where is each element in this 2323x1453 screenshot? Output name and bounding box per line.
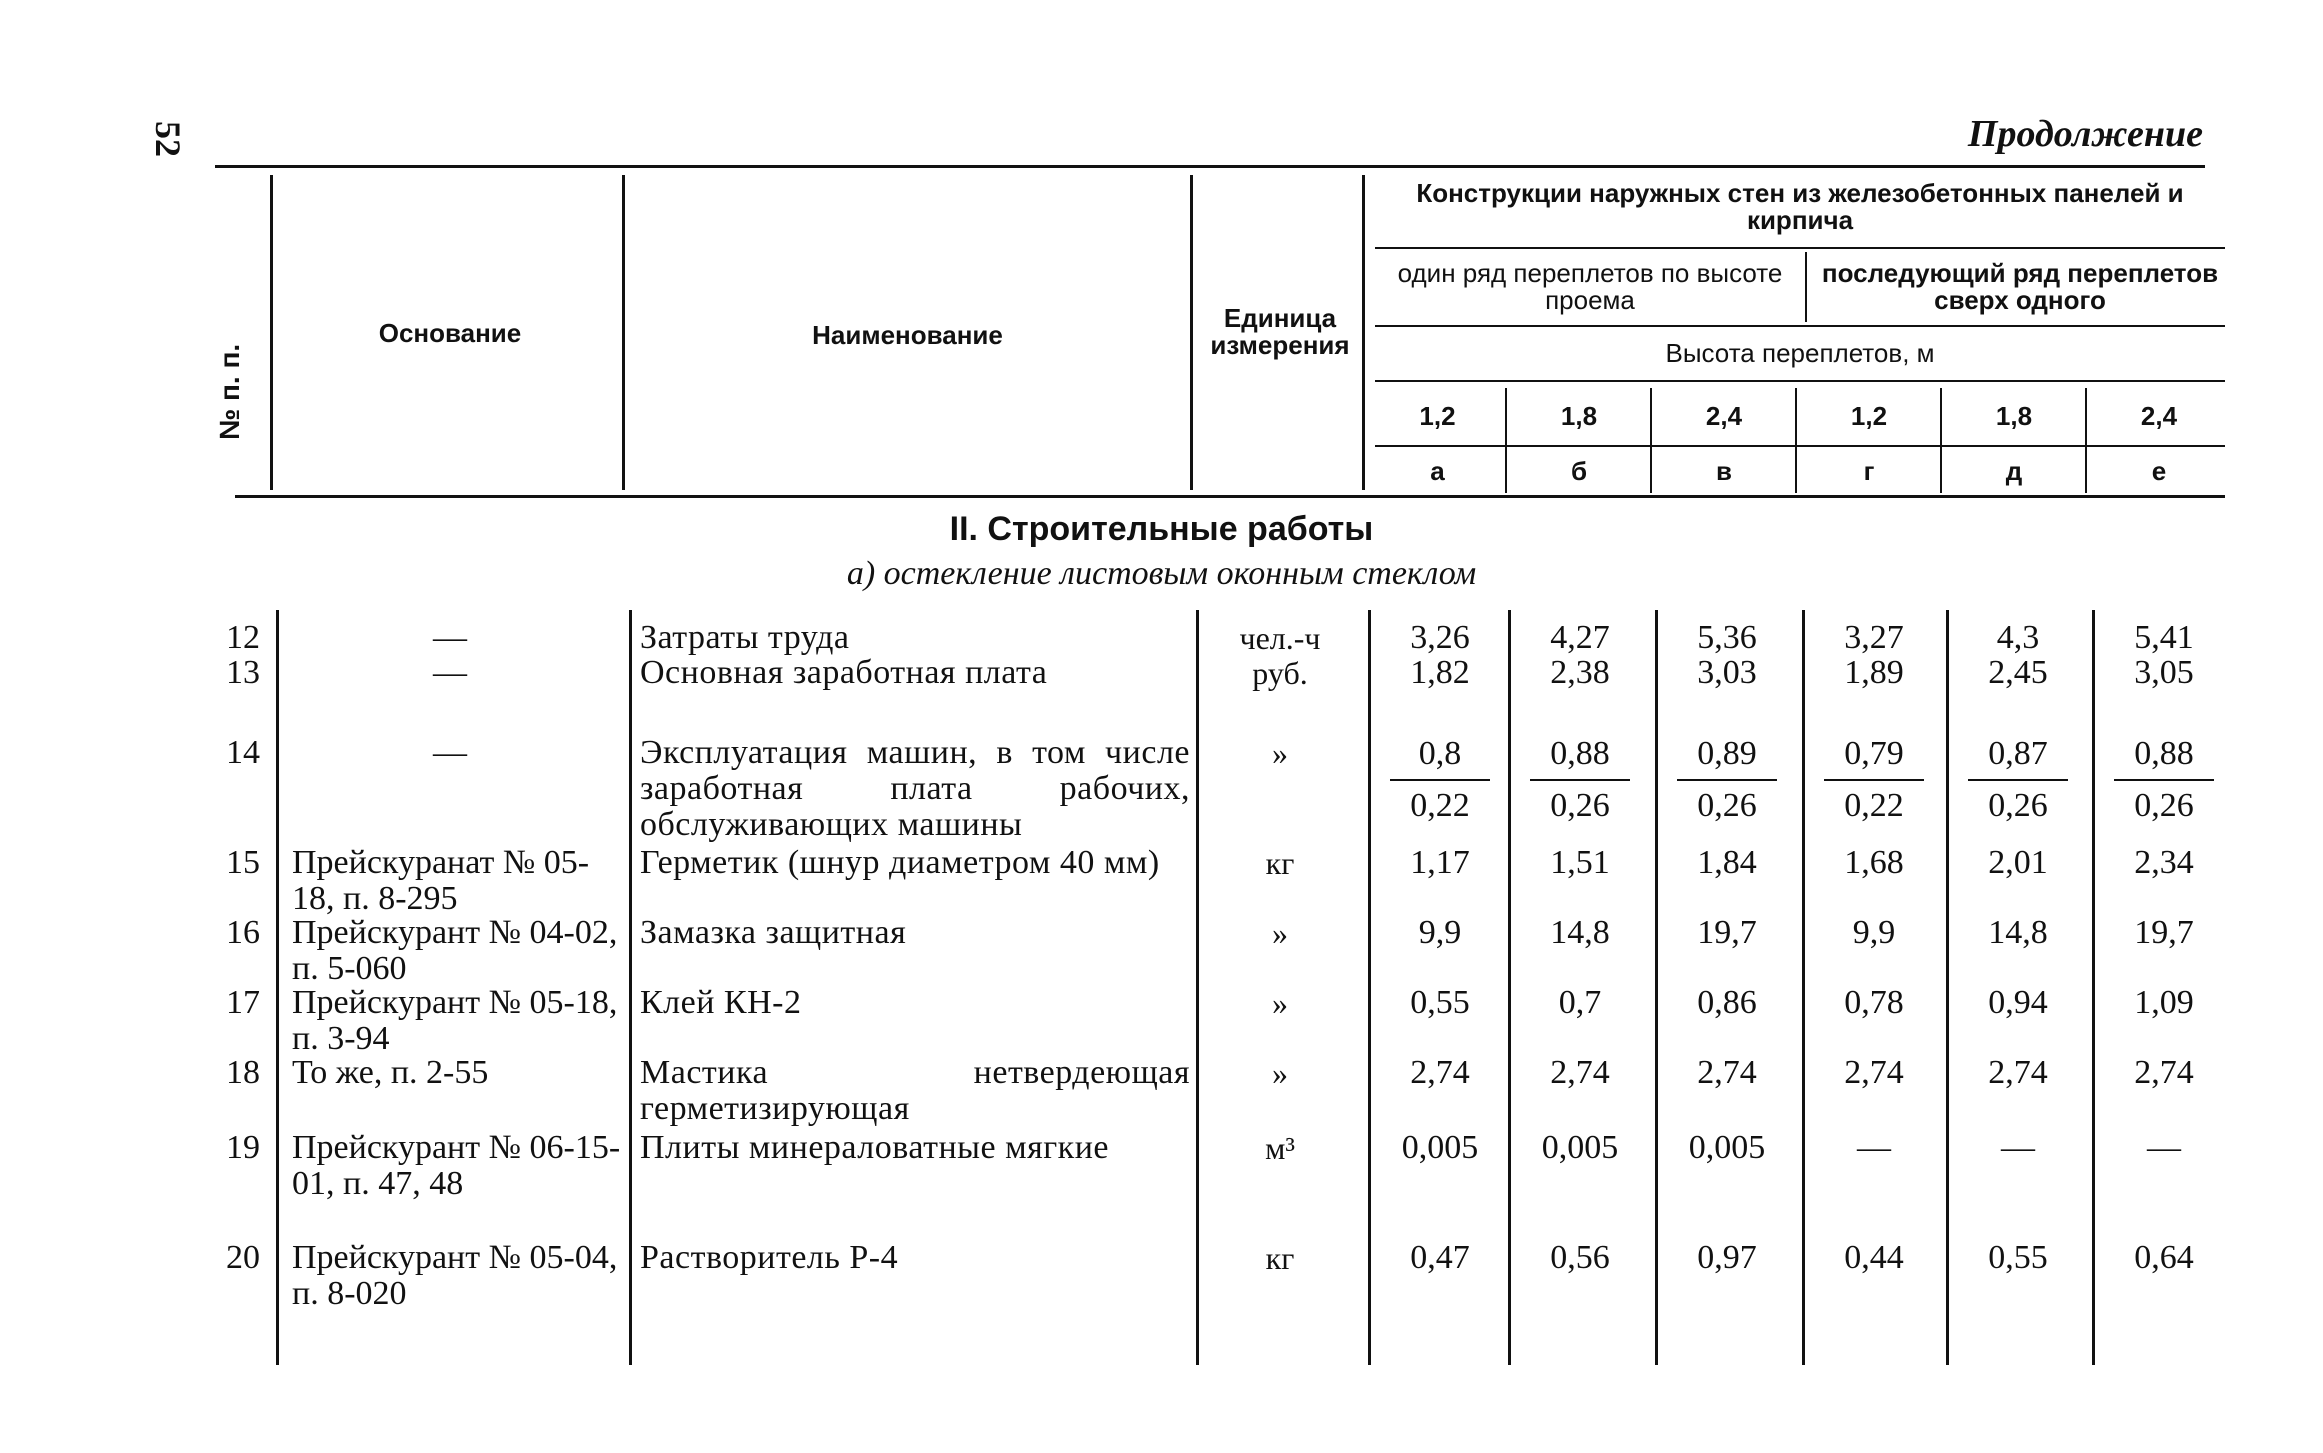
value-cell: 0,97 — [1697, 1239, 1757, 1276]
column-letter: д — [2005, 456, 2023, 486]
value-cell: — — [1857, 1129, 1891, 1166]
height-value: 1,8 — [1995, 401, 2033, 431]
row-number: 16 — [226, 914, 260, 951]
value-cell: 0,94 — [1988, 984, 2048, 1021]
value-cell: 0,88 — [1550, 735, 1610, 772]
value-cell: 2,45 — [1988, 654, 2048, 691]
name-cell: Растворитель Р-4 — [640, 1239, 899, 1276]
row-number: 12 — [226, 619, 260, 656]
column-letter: е — [2151, 456, 2167, 486]
row-number: 14 — [226, 734, 260, 771]
value-cell: 0,89 — [1697, 735, 1757, 772]
value-cell: 0,47 — [1410, 1239, 1470, 1276]
basis-cell: — — [433, 654, 467, 691]
value-cell: 0,88 — [2134, 735, 2194, 772]
value-cell: 5,41 — [2134, 619, 2194, 656]
basis-cell: Прейскурант № 05-04, п. 8-020 — [292, 1239, 618, 1312]
value-cell: 0,8 — [1418, 735, 1462, 772]
value-cell: 9,9 — [1852, 914, 1896, 951]
value-cell: 0,55 — [1410, 984, 1470, 1021]
body-col-divider — [629, 610, 632, 1365]
col-divider — [1362, 175, 1365, 490]
unit-header: Единица измерения — [1210, 303, 1350, 360]
unit-cell: » — [1272, 735, 1288, 771]
row-number: 18 — [226, 1054, 260, 1091]
name-header: Наименование — [812, 320, 1003, 350]
value-cell-sub: 0,22 — [1410, 787, 1470, 824]
row-number: 15 — [226, 844, 260, 881]
subgroup-divider — [1805, 252, 1807, 322]
basis-cell: Прейскурант № 05-18, п. 3-94 — [292, 984, 618, 1057]
unit-cell: чел.-ч — [1239, 620, 1321, 656]
height-title: Высота переплетов, м — [1665, 338, 1935, 368]
col-divider — [622, 175, 625, 490]
fraction-bar — [1390, 779, 1490, 781]
unit-cell: » — [1272, 985, 1288, 1021]
value-cell: 0,005 — [1401, 1129, 1479, 1166]
name-cell: Затраты труда — [640, 619, 850, 656]
height-value: 1,2 — [1419, 401, 1456, 431]
value-cell: 1,17 — [1410, 844, 1470, 881]
row-number-header: № п. п. — [214, 343, 245, 440]
body-col-divider — [276, 610, 279, 1365]
section-subtitle: а) остекление листовым оконным стеклом — [846, 555, 1477, 592]
unit-cell: » — [1272, 1055, 1288, 1091]
height-col-divider — [1650, 388, 1652, 493]
basis-cell: — — [433, 734, 467, 771]
basis-cell: — — [433, 619, 467, 656]
height-value: 2,4 — [1705, 401, 1743, 431]
unit-cell: руб. — [1252, 655, 1308, 691]
row-number: 13 — [226, 654, 260, 691]
column-letter: в — [1716, 456, 1732, 486]
subhead-rule — [1375, 247, 2225, 249]
subhead-rule — [1375, 445, 2225, 447]
value-cell: 1,89 — [1844, 654, 1904, 691]
height-value: 2,4 — [2140, 401, 2178, 431]
unit-cell: » — [1272, 915, 1288, 951]
value-cell: 3,05 — [2134, 654, 2194, 691]
row-number: 17 — [226, 984, 260, 1021]
top-rule — [215, 165, 2205, 168]
value-cell-sub: 0,22 — [1844, 787, 1904, 824]
value-cell: 1,68 — [1844, 844, 1904, 881]
column-letter: б — [1570, 456, 1588, 486]
value-cell: 0,64 — [2134, 1239, 2194, 1276]
value-cell: 0,005 — [1688, 1129, 1766, 1166]
value-cell: 2,74 — [1410, 1054, 1470, 1091]
subgroup-next-row: последующий ряд переплетов сверх одного — [1821, 258, 2219, 315]
header-bottom-rule — [235, 495, 2225, 498]
value-cell: 0,7 — [1558, 984, 1602, 1021]
basis-header: Основание — [378, 318, 522, 348]
value-cell: 14,8 — [1988, 914, 2048, 951]
height-col-divider — [2085, 388, 2087, 493]
fraction-bar — [1968, 779, 2068, 781]
value-cell-sub: 0,26 — [1697, 787, 1757, 824]
value-cell: 2,74 — [1844, 1054, 1904, 1091]
value-cell: 19,7 — [2134, 914, 2194, 951]
value-cell: 2,74 — [1550, 1054, 1610, 1091]
height-value: 1,2 — [1850, 401, 1888, 431]
subgroup-one-row: один ряд переплетов по высоте проема — [1397, 258, 1783, 315]
col-divider — [270, 175, 273, 490]
value-cell-sub: 0,26 — [2134, 787, 2194, 824]
subhead-rule — [1375, 380, 2225, 382]
value-cell: 5,36 — [1697, 619, 1757, 656]
name-cell: Основная заработная плата — [640, 654, 1048, 691]
column-letter: а — [1430, 456, 1445, 486]
basis-cell: Прейскурант № 06-15-01, п. 47, 48 — [292, 1129, 621, 1202]
continuation-label: Продолжение — [1967, 113, 2203, 155]
value-cell: 0,55 — [1988, 1239, 2048, 1276]
value-cell: — — [2147, 1129, 2181, 1166]
value-cell: 2,38 — [1550, 654, 1610, 691]
value-cell: 1,51 — [1550, 844, 1610, 881]
subhead-rule — [1375, 325, 2225, 327]
column-letter: г — [1863, 456, 1875, 486]
value-cell: 0,79 — [1844, 735, 1904, 772]
basis-cell: Прейскуранат № 05-18, п. 8-295 — [292, 844, 590, 917]
fraction-bar — [2114, 779, 2214, 781]
value-cell: 3,27 — [1844, 619, 1904, 656]
value-cell: 3,03 — [1697, 654, 1757, 691]
fraction-bar — [1824, 779, 1924, 781]
name-cell: Замазка защитная — [640, 914, 907, 951]
value-cell: 14,8 — [1550, 914, 1610, 951]
section-title: II. Строительные работы — [949, 510, 1374, 548]
value-cell: 19,7 — [1697, 914, 1757, 951]
value-cell: 3,26 — [1410, 619, 1470, 656]
height-col-divider — [1940, 388, 1942, 493]
value-cell: 0,005 — [1541, 1129, 1619, 1166]
value-cell: 4,3 — [1996, 619, 2040, 656]
height-value: 1,8 — [1560, 401, 1598, 431]
value-cell: 2,74 — [1988, 1054, 2048, 1091]
group-title: Конструкции наружных стен из железобетонных панелей и кирпича — [1416, 178, 2184, 235]
basis-cell: Прейскурант № 04-02, п. 5-060 — [292, 914, 618, 987]
unit-cell: м³ — [1265, 1130, 1295, 1166]
value-cell: 2,01 — [1988, 844, 2048, 881]
fraction-bar — [1677, 779, 1777, 781]
col-divider — [1190, 175, 1193, 490]
basis-cell: То же, п. 2-55 — [292, 1054, 489, 1091]
body-col-divider — [1196, 610, 1199, 1365]
unit-cell: кг — [1265, 845, 1295, 881]
fraction-bar — [1530, 779, 1630, 781]
row-number: 20 — [226, 1239, 260, 1276]
value-cell: 9,9 — [1418, 914, 1462, 951]
row-number: 19 — [226, 1129, 260, 1166]
value-cell: 0,44 — [1844, 1239, 1904, 1276]
value-cell: 1,82 — [1410, 654, 1470, 691]
page-number: 52 — [148, 121, 188, 157]
value-cell: 0,78 — [1844, 984, 1904, 1021]
value-cell-sub: 0,26 — [1988, 787, 2048, 824]
value-cell: 2,74 — [2134, 1054, 2194, 1091]
value-cell: 1,09 — [2134, 984, 2194, 1021]
value-cell: — — [2001, 1129, 2035, 1166]
height-col-divider — [1795, 388, 1797, 493]
unit-cell: кг — [1265, 1240, 1295, 1276]
value-cell: 1,84 — [1697, 844, 1757, 881]
name-cell: Мастика нетвердеющая герметизирующая — [640, 1054, 1190, 1127]
value-cell: 2,34 — [2134, 844, 2194, 881]
value-cell-sub: 0,26 — [1550, 787, 1610, 824]
value-cell: 0,87 — [1988, 735, 2048, 772]
name-cell: Эксплуатация машин, в том числе заработная плата рабочих, обслуживающих машины — [640, 734, 1190, 843]
name-cell: Плиты минераловатные мягкие — [640, 1129, 1109, 1166]
value-cell: 0,86 — [1697, 984, 1757, 1021]
name-cell: Клей КН-2 — [640, 984, 802, 1021]
name-cell: Герметик (шнур диаметром 40 мм) — [640, 844, 1160, 881]
value-cell: 0,56 — [1550, 1239, 1610, 1276]
value-cell: 2,74 — [1697, 1054, 1757, 1091]
value-cell: 4,27 — [1550, 619, 1610, 656]
height-col-divider — [1505, 388, 1507, 493]
